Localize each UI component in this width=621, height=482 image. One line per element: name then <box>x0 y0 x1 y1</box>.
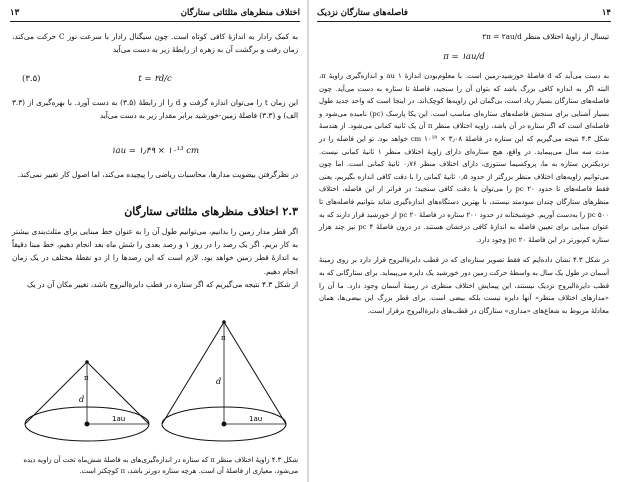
left-page-title: اختلاف منظرهای مثلثاتی ستارگان <box>180 8 300 18</box>
left-column-mid <box>12 96 298 122</box>
left-cone <box>25 360 149 441</box>
left-pi-label: π <box>84 374 89 382</box>
left-d-label: d <box>79 395 85 404</box>
left-column-section <box>12 225 298 291</box>
right-page-number: ۱۴ <box>601 8 611 18</box>
left-page-header <box>10 6 300 20</box>
equation-au-value: ۱au = ۱٫۴۹ × ۱۰¹³ cm <box>110 146 200 156</box>
right-paragraph-parsec: به دست می‌آید که d فاصلهٔ خورشید-زمین است. با معلوم‌بودن اندازهٔ ۱ au و اندازه‌گیری زاویهٔ π، البته اگر به اندازه کافی بزرگ باشد که بتوان آن را سنجید، فاصلهٔ تا ستاره به دست می‌آید. چون فاصله‌های ستارگان بسیار زیاد است، بی‌گمان این زاویه‌ها کوچک‌اند. در اینجا است که واحد جدید طول بسیار آشنایی برای سنجش فاصله‌های ستاره‌ای مناسب است. این یکا پارسک (pc) نامیده می‌شود و فاصله‌ای است که اگر ستاره در آن باشد، زاویه اختلاف منظر π آن یک ثانیه کمانی می‌شود. از هندسهٔ شکل ۴.۳ نتیجه می‌گیریم که این ستاره در فاصلهٔ ۳٫۰۸ × ۱۰¹⁸ cm خواهد بود. تو این فاصله را در مدت سه سال می‌پیماید. در واقع، هیچ ستاره‌ای دارای زاویهٔ اختلاف منظر ۱ ثانیهٔ کمانی نیست. نزدیکترین ستاره به ما، پروکسیما سنتوری، دارای اختلاف منظر ۰٫۷۶ ثانیهٔ کمانی است. اما چون می‌توانیم زاویه‌های اختلاف منظر بزرگتر از حدود ۰٫۵ ثانیهٔ کمانی را با دقت کافی اندازه بگیریم، یعنی فقط فاصله‌های تا حدود ۲۰ pc را می‌توان با دقت کافی سنجید؛ در فراتر از این فاصله، اختلاف منظرهای ستارگان چندان سودمند نیستند، با بهترین دستگاه‌های اندازه‌گیری شاید بتوانیم فاصله‌های تا ۵۰۰ pc را به‌دست آوریم. خوشبختانه در حدود ۲۰۰ ستاره در فاصلهٔ ۲۰ pc از خورشید قرار دارند که به عنوان مبنایی برای تعیین فاصله به اندازهٔ کافی درخشان هستند. در درون فاصلهٔ ۴ pc نیز چند هزار ستاره کم‌نورتر در این فاصلهٔ ۲۰ pc وجود دارد. <box>319 72 609 244</box>
section-heading: ۲.۳ اختلاف منظرهای مثلثاتی ستارگان <box>124 205 298 218</box>
right-au-label: 1au <box>249 415 263 423</box>
right-page-title: فاصله‌های ستارگان نزدیک <box>317 8 408 18</box>
equation-radar-time: t = ۲d/c (۳.۵) <box>22 74 172 84</box>
left-paragraph-baseline: اگر قطر مدار زمین را بدانیم، می‌توانیم طول آن را به عنوان خط مبنایی برای مثلث‌بندی بیشتر به کار بریم. اگر یک رصد را در روز ۱ و رصد بعدی را شش ماه بعد انجام دهیم، خط مبنا دقیقاً به اندازهٔ قطر زمین خواهد بود. لازم است که این رصدها را از دو نقطهٔ مختلف در یک زمان انجام دهیم. <box>12 227 298 276</box>
parallax-cones-figure <box>12 318 302 448</box>
left-page-number: ۱۳ <box>10 8 20 18</box>
left-column-top <box>12 30 298 56</box>
left-paragraph-distance: این زمان t را می‌توان اندازه گرفت و d را از رابطهٔ (۳.۵) به دست آورد. با بهره‌گیری از (۳.۳ الف) و (۳.۳) فاصلهٔ زمین-خورشید برابر مقدار زیر به دست می‌آید <box>12 98 298 121</box>
right-cone <box>162 320 286 441</box>
book-gutter <box>307 0 309 482</box>
right-paragraph-ellipses: در شکل ۴.۳ نشان داده‌ایم که فقط تصویر ستاره‌ای که در قطب دایرةالبروج قرار دارد بر روی زمینهٔ آسمان در طول یک سال به واسطهٔ حرکت زمین دور خورشید یک دایره می‌پیماید. برای ستارگانی که به قطب دایرةالبروج نزدیک نیستند، این پیمایش اختلاف منظری در زمینهٔ آسمان وجود دارد. ما آن را «مدارهای اختلاف منظر» آنها دایره نیست بلکه بیضی است. برای قطر بزرگ این بیضی‌ها، همان معادلهٔ مربوط به شعاع‌های «مداری» ستارگان در قطب‌های دایرةالبروج برقرار است. <box>319 256 609 315</box>
right-column-main <box>319 70 609 317</box>
right-paragraph-intro: تیسال از زاویهٔ اختلاف منظر ۲π = ۲au/d <box>482 32 609 41</box>
equation-parallax: π = ۱au/d <box>443 52 485 62</box>
figure-caption: شکل ۴.۳ زاویهٔ اختلاف منظر π که ستاره در اندازه‌گیری‌های به فاصلهٔ شش‌ماه تحت آن زاویه دیده می‌شود، معیاری از فاصلهٔ آن است. هرچه ستاره دورتر باشد، π کوچکتر است. <box>23 456 298 475</box>
left-paragraph-pole: از شکل ۴.۳ نتیجه می‌گیریم که اگر ستاره در قطب دایرةالبروج باشد، تغییر مکان آن در یک <box>26 279 298 289</box>
left-page <box>4 0 306 482</box>
right-column-intro <box>319 30 609 43</box>
right-d-label: d <box>216 377 222 386</box>
left-column-ellipse <box>12 168 298 181</box>
right-header-rule <box>317 21 611 22</box>
right-pi-label: π <box>221 334 226 342</box>
right-page-header <box>317 6 611 20</box>
left-header-rule <box>10 21 300 22</box>
equation-number: (۳.۵) <box>22 74 41 84</box>
left-paragraph-radar: به کمک رادار به اندازهٔ کافی کوتاه است. چون سیگنال رادار با سرعت نور C حرکت می‌کند، زمان رفت و برگشت آن به زهره از رابطهٔ زیر به دست می‌آید <box>12 32 298 55</box>
right-page <box>311 0 617 482</box>
left-au-label: 1au <box>112 415 126 423</box>
left-paragraph-ellipse: در نظرگرفتن بیضویت مدارها، محاسبات ریاضی را پیچیده می‌کند، اما اصول کار تغییر نمی‌کند. <box>17 170 298 179</box>
